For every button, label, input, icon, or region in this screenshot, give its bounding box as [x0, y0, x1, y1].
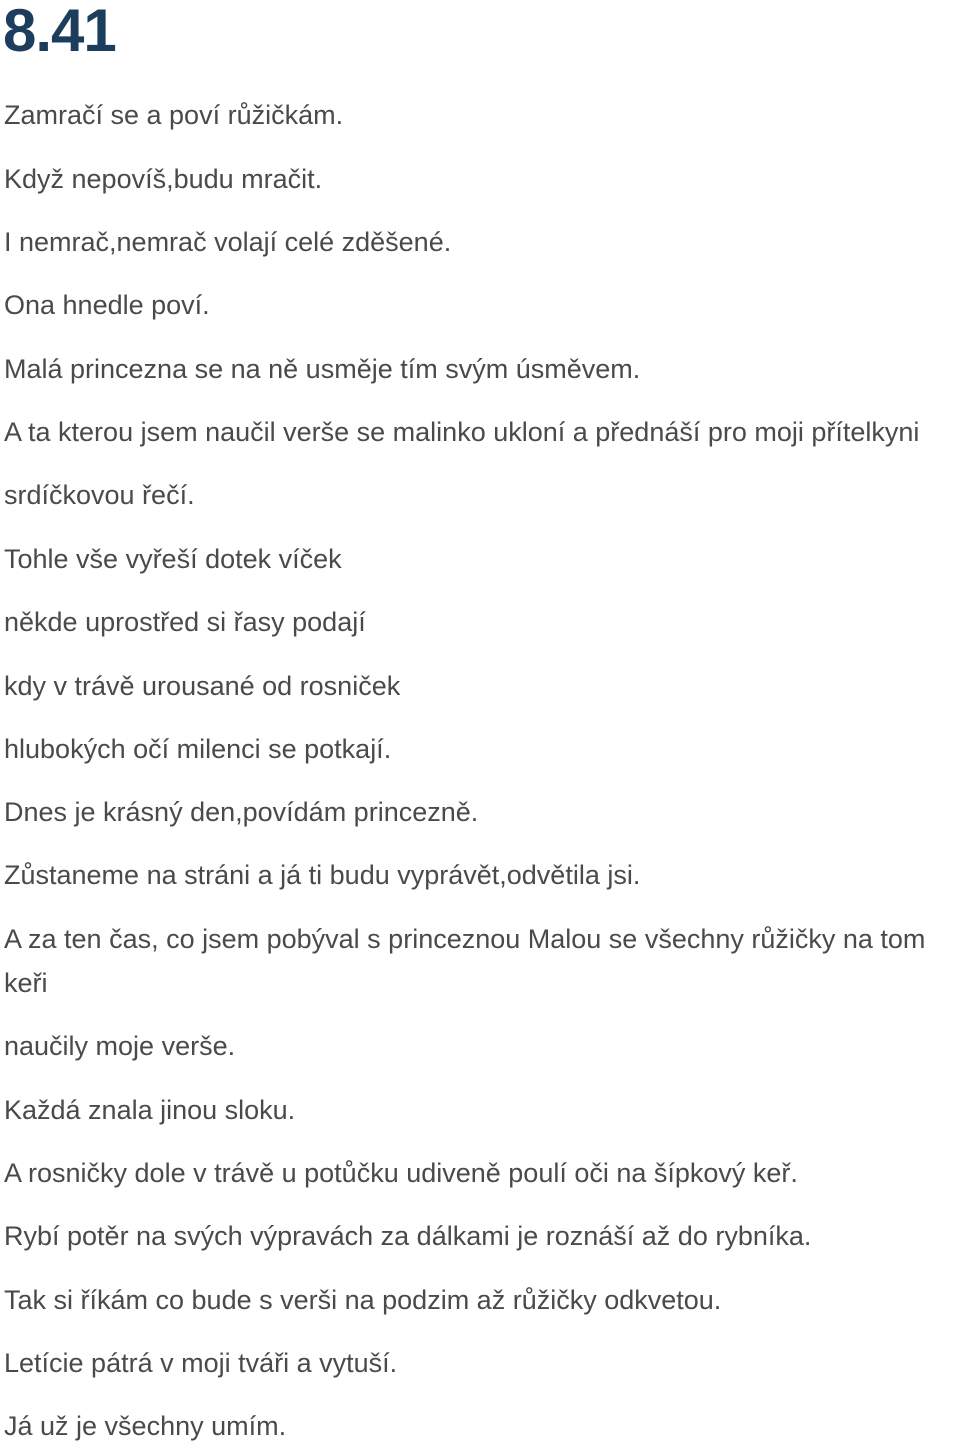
page-heading: 8.41: [3, 0, 116, 64]
poem-line: Tohle vše vyřeší dotek víček: [4, 544, 342, 574]
poem-line: A rosničky dole v trávě u potůčku udiveně poulí oči na šípkový keř.: [4, 1158, 798, 1188]
poem-line: kdy v trávě urousané od rosniček: [4, 671, 401, 701]
poem-line: Malá princezna se na ně usměje tím svým úsměvem.: [4, 354, 641, 384]
poem-line: Letície pátrá v moji tváři a vytuší.: [4, 1348, 398, 1378]
poem-line: Zamračí se a poví růžičkám.: [4, 100, 344, 130]
poem-line: A za ten čas, co jsem pobýval s princeznou Malou se všechny růžičky na tom keři: [4, 924, 926, 998]
poem-line: Rybí potěr na svých výpravách za dálkami je roznáší až do rybníka.: [4, 1221, 812, 1251]
poem-line: Ona hnedle poví.: [4, 290, 210, 320]
poem-line: někde uprostřed si řasy podají: [4, 607, 366, 637]
poem-line: Dnes je krásný den,povídám princezně.: [4, 797, 479, 827]
poem-line: Zůstaneme na stráni a já ti budu vyprávět,odvětila jsi.: [4, 860, 641, 890]
poem-line: Každá znala jinou sloku.: [4, 1095, 296, 1125]
poem-line: Když nepovíš,budu mračit.: [4, 164, 323, 194]
poem-line: Já už je všechny umím.: [4, 1411, 287, 1441]
poem-line: A ta kterou jsem naučil verše se malinko ukloní a přednáší pro moji přítelkyni: [4, 417, 920, 447]
poem-line: hlubokých očí milenci se potkají.: [4, 734, 392, 764]
poem-line: Tak si říkám co bude s verši na podzim až růžičky odkvetou.: [4, 1285, 722, 1315]
poem-line: naučily moje verše.: [4, 1031, 236, 1061]
poem-line: srdíčkovou řečí.: [4, 480, 195, 510]
poem-line: I nemrač,nemrač volají celé zděšené.: [4, 227, 452, 257]
